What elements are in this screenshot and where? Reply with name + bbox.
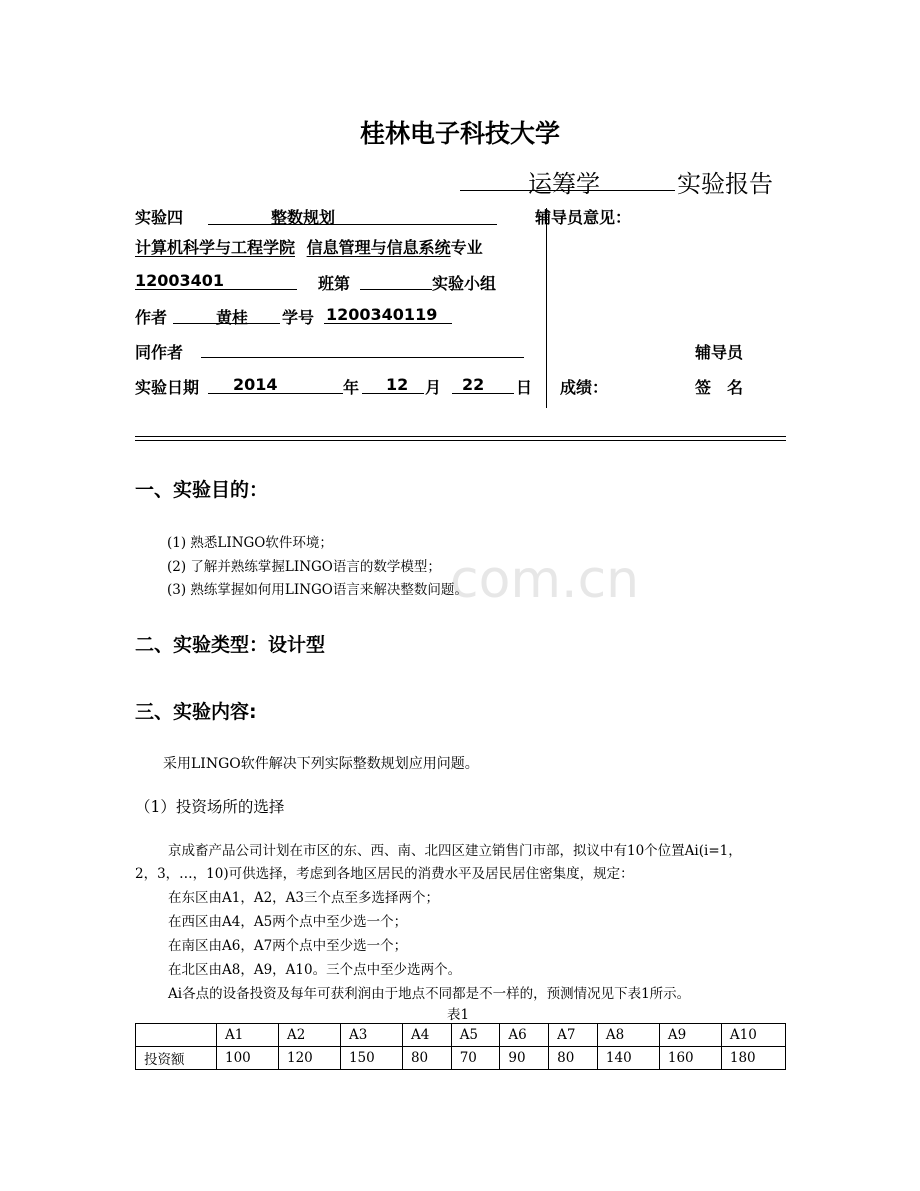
table-header-cell: A6	[500, 1024, 549, 1047]
coauthor-label: 同作者	[135, 343, 184, 362]
major-suffix: 专业	[450, 238, 483, 257]
table-cell: 140	[597, 1047, 659, 1070]
problem-paragraph-line: 京成畜产品公司计划在市区的东、西、南、北四区建立销售门市部，拟议中有10个位置Ai(i=1，	[168, 843, 742, 859]
report-type: 实验报告	[677, 170, 773, 198]
investment-table	[135, 1023, 786, 1070]
table-cell: 180	[721, 1047, 785, 1070]
date-day: 22	[462, 375, 485, 394]
table-header-cell: A7	[549, 1024, 598, 1047]
group-label: 实验小组	[432, 274, 497, 293]
college-name	[135, 235, 483, 258]
objective-item: (1) 熟悉LINGO软件环境；	[167, 535, 333, 551]
rule-line: 在东区由A1，A2，A3三个点至多选择两个；	[168, 890, 440, 906]
student-id-label: 学号	[282, 308, 315, 327]
section-3-intro: 采用LINGO软件解决下列实际整数规划应用问题。	[163, 756, 479, 772]
table-cell: 90	[500, 1047, 549, 1070]
rule-line: 在西区由A4，A5两个点中至少选一个；	[168, 914, 408, 930]
year-unit: 年	[343, 378, 360, 397]
rule-line: 在南区由A6，A7两个点中至少选一个；	[168, 938, 408, 954]
exp-number: 实验四	[135, 208, 184, 227]
major: 信息管理与信息系统	[306, 238, 451, 257]
table-cell: 160	[659, 1047, 721, 1070]
table-cell: 100	[217, 1047, 279, 1070]
table-header-cell: A10	[721, 1024, 785, 1047]
table-header-cell: A9	[659, 1024, 721, 1047]
rule-line: 在北区由A8，A9，A10。三个点中至少选两个。	[168, 962, 462, 978]
section-2-title: 二、实验类型：设计型	[135, 634, 326, 656]
class-id-underline	[135, 289, 297, 290]
table-header-cell: A2	[278, 1024, 340, 1047]
author-name: 黄桂	[216, 308, 249, 327]
header-rule-top	[135, 436, 786, 437]
date-label: 实验日期	[135, 378, 200, 397]
class-label: 班第	[318, 274, 351, 293]
info-divider-vertical	[546, 208, 547, 408]
table-header-cell: A8	[597, 1024, 659, 1047]
objective-item: (2) 了解并熟练掌握LINGO语言的数学模型；	[167, 559, 441, 575]
header-rule-bottom	[135, 440, 786, 441]
section-3-title: 三、实验内容:	[135, 701, 257, 723]
objective-item: (3) 熟练掌握如何用LINGO语言来解决整数问题。	[167, 582, 468, 598]
course-name: 运筹学	[528, 170, 600, 198]
student-id: 1200340119	[326, 305, 438, 324]
table-caption: 表1	[447, 1007, 470, 1023]
grade-label: 成绩：	[560, 378, 609, 397]
table-header-cell: A3	[340, 1024, 402, 1047]
table-row-label: 投资额	[136, 1047, 217, 1070]
table-cell: 80	[549, 1047, 598, 1070]
table-header-cell: A1	[217, 1024, 279, 1047]
student-id-underline	[324, 323, 452, 324]
table-header-cell	[136, 1024, 217, 1047]
subsection-1-title: （1）投资场所的选择	[135, 798, 285, 816]
coauthor-underline	[201, 357, 524, 358]
advisor-label: 辅导员	[695, 343, 744, 362]
university-title: 桂林电子科技大学	[359, 119, 560, 148]
table-row	[136, 1047, 786, 1070]
table-cell: 150	[340, 1047, 402, 1070]
watermark: com.cn	[450, 550, 640, 610]
table-cell: 70	[451, 1047, 500, 1070]
table-cell: 80	[402, 1047, 451, 1070]
author-label: 作者	[135, 308, 168, 327]
table-cell: 120	[278, 1047, 340, 1070]
signature-label: 签 名	[695, 378, 744, 397]
date-year: 2014	[233, 375, 278, 394]
date-month: 12	[386, 375, 409, 394]
problem-paragraph-line: 2，3，…，10)可供选择，考虑到各地区居民的消费水平及居民居住密集度，规定：	[135, 866, 634, 882]
table-header-cell: A4	[402, 1024, 451, 1047]
class-id: 12003401	[135, 271, 225, 290]
section-1-title: 一、实验目的：	[135, 479, 269, 501]
table-header-cell: A5	[451, 1024, 500, 1047]
college: 计算机科学与工程学院	[135, 238, 296, 257]
exp-title-underline	[208, 224, 497, 225]
month-unit: 月	[425, 378, 442, 397]
day-unit: 日	[516, 378, 533, 397]
group-underline	[360, 289, 432, 290]
problem-paragraph-line: Ai各点的设备投资及每年可获利润由于地点不同都是不一样的，预测情况见下表1所示。	[168, 986, 691, 1002]
exp-title: 整数规划	[271, 208, 336, 227]
advisor-opinion-label: 辅导员意见：	[535, 208, 632, 227]
table-header-row	[136, 1024, 786, 1047]
